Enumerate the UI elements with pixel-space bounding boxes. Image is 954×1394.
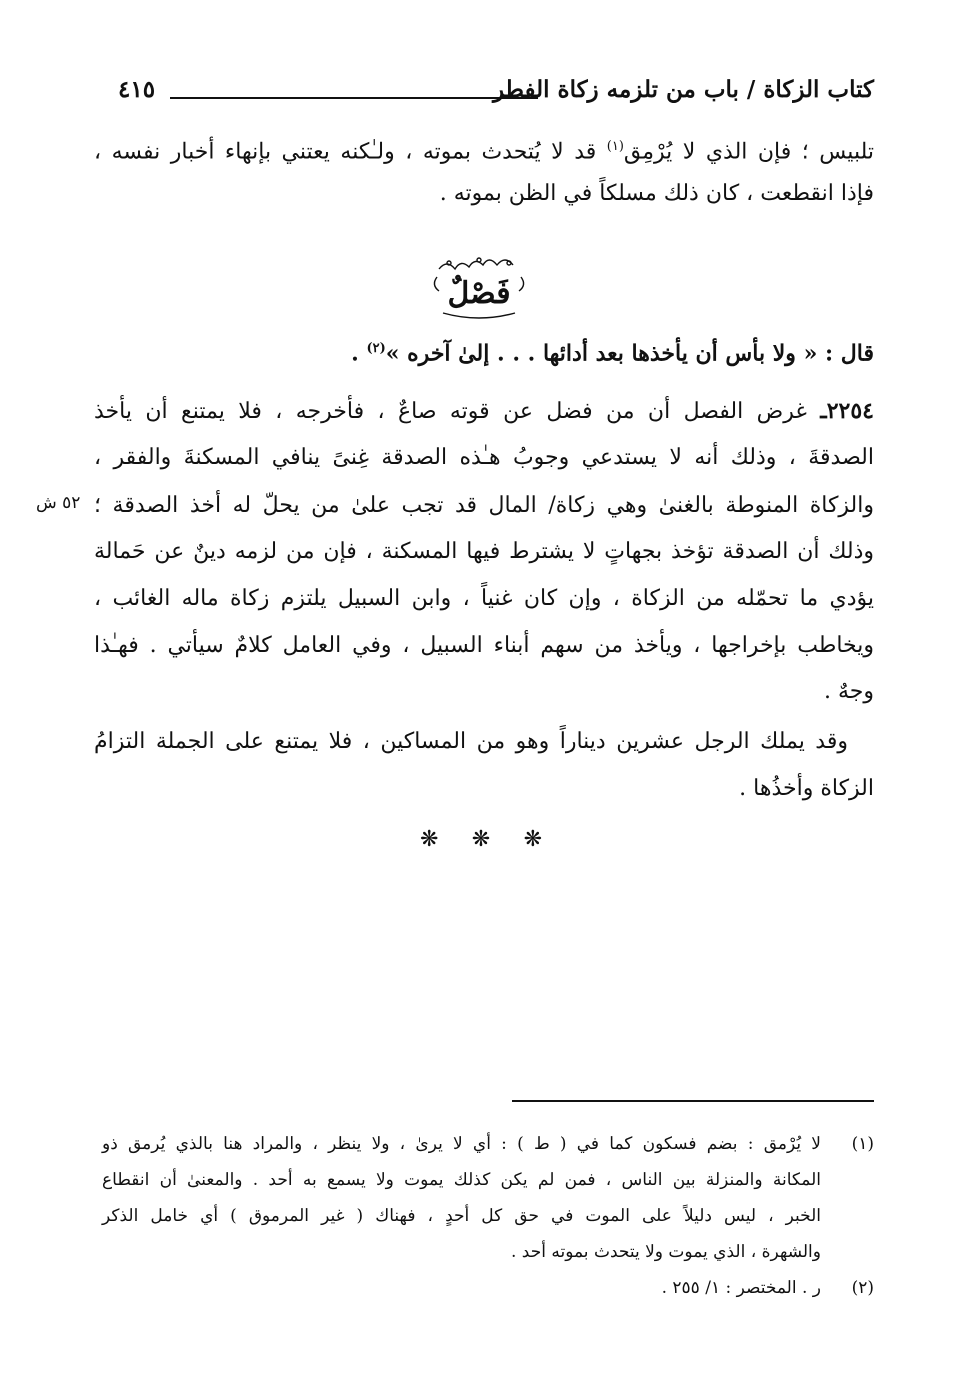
intro-line-1 [94, 127, 874, 167]
para2-line-2: الزكاة وأخذُها . [739, 776, 874, 801]
separator-stars [420, 826, 542, 854]
running-header [96, 74, 874, 114]
para1-line-1 [94, 391, 874, 431]
qala-label: قال : [825, 340, 874, 367]
para1-line-7: وجهٌ . [823, 679, 874, 704]
star-icon: ❋ [471, 827, 491, 852]
footnote-rule [512, 1100, 874, 1102]
paragraph-number: ٢٢٥٤ـ [820, 398, 874, 424]
para1-line-6: ويخاطب بإخراجها ، ويأخذ من سهم أبناء السبيل ، وفي العامل كلامٌ سيأتي . فهـٰذا [94, 633, 874, 658]
footnote-1-line-1: لا يُرْمق : بضم فسكون كما في ( ط ) : أي لا يرىٰ ، ولا ينظر ، والمراد هنا بالذي يُرمق ذو [102, 1134, 821, 1154]
para2-line-1: وقد يملك الرجل عشرين ديناراً وهو من المساكين ، فلا يمتنع على الجملة التزامُ [94, 729, 848, 754]
star-icon: ❋ [420, 827, 439, 852]
header-rule [170, 97, 538, 99]
para1-line-5: يؤدي ما تحمّله من الزكاة ، وإن كان غنياً ، وابن السبيل يلتزم زكاة ماله الغائب ، [94, 586, 874, 611]
para1-line-1-text: غرض الفصل أن من فضل عن قوته صاعٌ ، فأخرجه ، فلا يمتنع أن يأخذ [94, 399, 807, 424]
footnote-1-line-4: والشهرة ، الذي يموت ولا يتحدث بموته أحد . [510, 1242, 821, 1262]
intro-line-2: فإذا انقطعت ، كان ذلك مسلكاً في الظن بموته . [439, 181, 874, 206]
footnote-ref-2[interactable]: (٢) [366, 341, 386, 356]
section-heading-text: فَصْلٌ [447, 276, 511, 311]
star-icon: ❋ [523, 827, 542, 852]
footnote-2-number: (٢) [851, 1278, 874, 1298]
header-title: كتاب الزكاة / باب من تلزمه زكاة الفطر [492, 76, 874, 103]
footnote-2-line-1: ر . المختصر : ١/ ٢٥٥ . [661, 1278, 821, 1298]
para1-line-2: الصدقةَ ، وذلك أنه لا يستدعي وجوبُ هـٰذه الصدقة غِنىً ينافي المسكنةَ والفقر ، [94, 445, 874, 470]
footnote-1-line-3: الخبر ، ليس دليلاً على الموت في حق كل أحدٍ ، فهناك ( غير المرموق ) أي خامل الذكر [102, 1206, 821, 1226]
qala-line [351, 329, 874, 369]
margin-note: ٥٢ ش [36, 493, 81, 513]
para1-line-3: والزكاة المنوطة بالغنىٰ وهي زكاة/ المال قد تجب علىٰ من يحلّ له أخذ الصدقة ؛ [94, 493, 874, 518]
para1-line-4: وذلك أن الصدقة تؤخذ بجهاتٍ لا يشترط فيها المسكنة ، فإن من لزمه دينٌ عن حَمالة [94, 539, 874, 564]
section-heading-ornament [427, 255, 531, 323]
intro-line-1-part-a: تلبيس ؛ فإن الذي لا يُرْمِق [623, 139, 874, 165]
intro-line-1-part-b: قد لا يُتحدث بموته ، ولـٰكنه يعتني بإنهاء أخبار نفسه ، [94, 139, 597, 165]
footnote-1-line-2: المكانة والمنزلة بين الناس ، فمن لم يكن كذلك يموت ولا يسمع به أحد . والمعنىٰ أن انقطاع [102, 1170, 821, 1190]
qala-tail: . [351, 340, 359, 367]
qala-quote: « ولا بأس أن يأخذها بعد أدائها . . . إلىٰ آخره » [385, 340, 818, 367]
footnote-1-number: (١) [851, 1134, 874, 1154]
page-number: ٤١٥ [118, 76, 156, 103]
footnote-ref-1[interactable]: (١) [606, 139, 624, 154]
